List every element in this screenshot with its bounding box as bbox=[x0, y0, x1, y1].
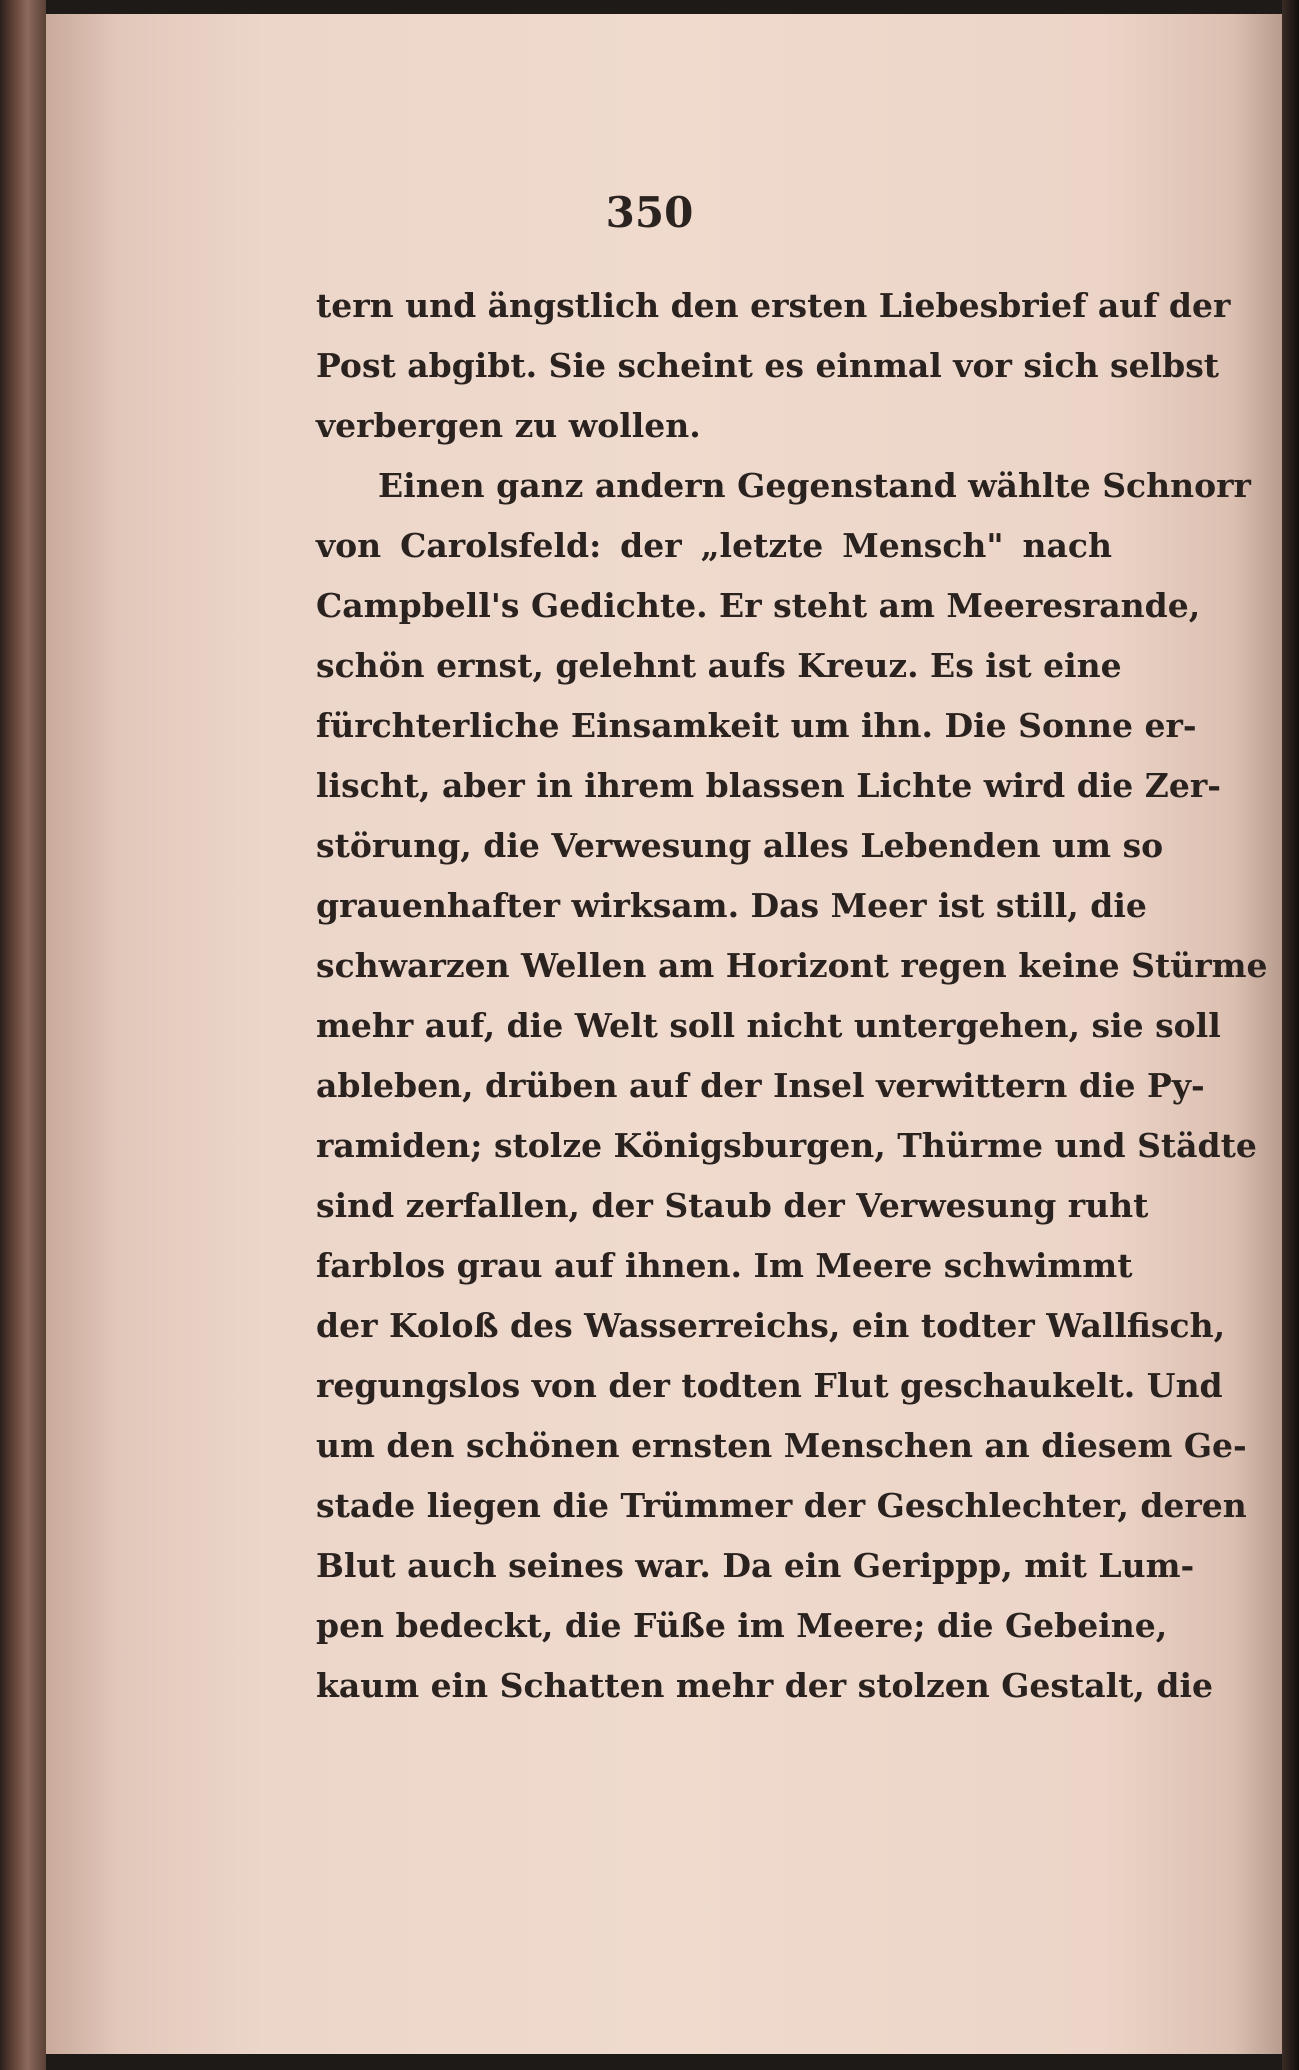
text-line: Campbell's Gedichte. Er steht am Meeresrande, bbox=[316, 586, 1201, 625]
text-line: ableben, drüben auf der Insel verwittern die Py- bbox=[316, 1066, 1205, 1105]
text-line: ramiden; stolze Königsburgen, Thürme und Städte bbox=[316, 1126, 1257, 1165]
page-number: 350 bbox=[605, 188, 694, 237]
text-line: fürchterliche Einsamkeit um ihn. Die Sonne er- bbox=[316, 706, 1197, 745]
text-line: tern und ängstlich den ersten Liebesbrief auf der bbox=[316, 286, 1231, 325]
text-line: schwarzen Wellen am Horizont regen keine Stürme bbox=[316, 946, 1268, 985]
text-line: Post abgibt. Sie scheint es einmal vor sich selbst bbox=[316, 346, 1220, 385]
text-line: lischt, aber in ihrem blassen Lichte wird die Zer- bbox=[316, 766, 1221, 805]
text-line: regungslos von der todten Flut geschaukelt. Und bbox=[316, 1366, 1223, 1405]
text-line: pen bedeckt, die Füße im Meere; die Gebeine, bbox=[316, 1606, 1168, 1645]
book-binding-edge bbox=[0, 0, 46, 2070]
dark-background-edge bbox=[1282, 0, 1299, 2070]
body-text bbox=[316, 276, 1268, 1716]
text-line: sind zerfallen, der Staub der Verwesung ruht bbox=[316, 1186, 1149, 1225]
text-line: grauenhafter wirksam. Das Meer ist still, die bbox=[316, 886, 1147, 925]
text-line: von Carolsfeld: der „letzte Mensch" nach bbox=[316, 526, 1112, 565]
text-line: kaum ein Schatten mehr der stolzen Gestalt, die bbox=[316, 1666, 1213, 1705]
text-line: farblos grau auf ihnen. Im Meere schwimmt bbox=[316, 1246, 1133, 1285]
text-line: der Koloß des Wasserreichs, ein todter Wallfisch, bbox=[316, 1306, 1226, 1345]
text-line: störung, die Verwesung alles Lebenden um so bbox=[316, 826, 1164, 865]
text-line: mehr auf, die Welt soll nicht untergehen, sie soll bbox=[316, 1006, 1221, 1045]
text-line: Blut auch seines war. Da ein Gerippp, mit Lum- bbox=[316, 1546, 1195, 1585]
text-line: schön ernst, gelehnt aufs Kreuz. Es ist eine bbox=[316, 646, 1122, 685]
text-line: stade liegen die Trümmer der Geschlechter, deren bbox=[316, 1486, 1247, 1525]
text-line: Einen ganz andern Gegenstand wählte Schnorr bbox=[378, 466, 1251, 505]
text-line: verbergen zu wollen. bbox=[316, 406, 701, 445]
text-line: um den schönen ernsten Menschen an diesem Ge- bbox=[316, 1426, 1247, 1465]
